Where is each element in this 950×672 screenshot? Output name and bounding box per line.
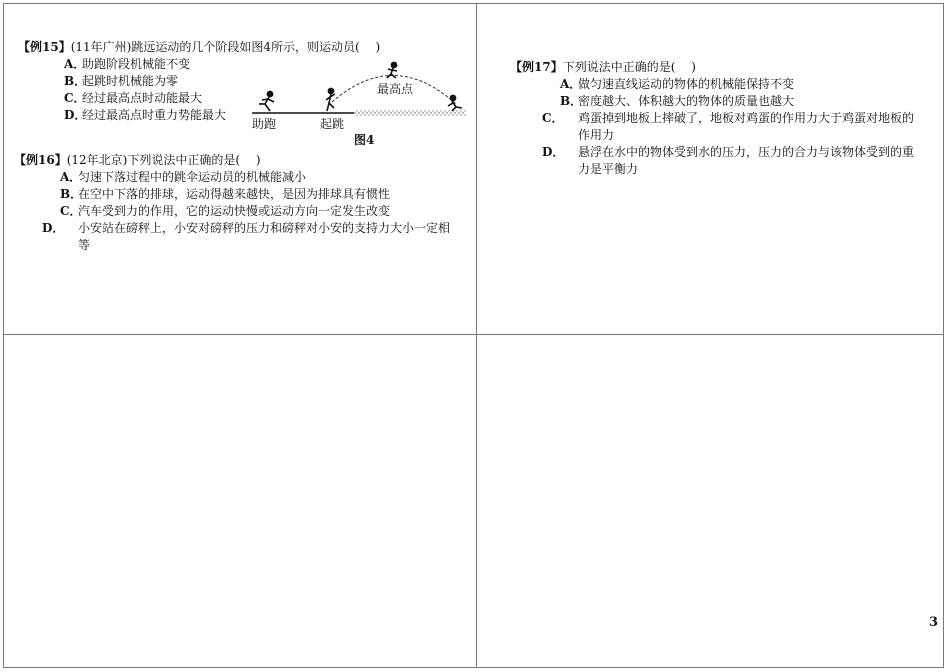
question-16-title [14, 152, 464, 169]
option-17-b: B．密度越大、体积越大的物体的质量也越大 [560, 94, 795, 108]
label-run: 助跑 [252, 117, 277, 131]
option-15-a: A．助跑阶段机械能不变 [64, 57, 191, 71]
option-17-a: A．做匀速直线运动的物体的机械能保持不变 [560, 77, 795, 91]
option-15-b: B．起跳时机械能为零 [64, 74, 179, 88]
label-top: 最高点 [377, 82, 414, 96]
sand-pit [354, 110, 466, 116]
question-15-stem: (11年广州)跳远运动的几个阶段如图4所示，则运动员( ) [70, 40, 381, 54]
long-jump-figure [246, 60, 472, 150]
figure-caption: 图4 [354, 133, 375, 147]
question-17-stem: 下列说法中正确的是( ) [562, 60, 696, 74]
label-jump: 起跳 [320, 117, 345, 131]
option-16-c: C．汽车受到力的作用，它的运动快慢或运动方向一定发生改变 [60, 204, 391, 218]
jumper-figure [326, 88, 335, 111]
question-16-stem: (12年北京)下列说法中正确的是( ) [66, 153, 261, 167]
question-15-tag: 【例15】 [18, 40, 71, 54]
option-15-d: D．经过最高点时重力势能最大 [64, 108, 227, 122]
option-15-c: C．经过最高点时动能最大 [64, 91, 203, 105]
question-17-title [510, 59, 930, 76]
question-15-title [18, 39, 458, 56]
page-number: 3 [928, 615, 938, 630]
vertical-divider [476, 3, 477, 668]
option-16-a: A．匀速下落过程中的跳伞运动员的机械能减小 [60, 170, 307, 184]
question-16 [14, 152, 464, 254]
option-16-d: D． 小安站在磅秤上，小安对磅秤的压力和磅秤对小安的支持力大小一定相等 [42, 221, 451, 252]
runner-figure [259, 91, 274, 111]
question-17-tag: 【例17】 [510, 60, 563, 74]
option-17-d: D． 悬浮在水中的物体受到水的压力，压力的合力与该物体受到的重力是平衡力 [542, 145, 915, 176]
horizontal-divider [3, 334, 944, 335]
question-16-tag: 【例16】 [14, 153, 67, 167]
option-16-b: B．在空中下落的排球，运动得越来越快，是因为排球具有惯性 [60, 187, 391, 201]
question-17 [510, 59, 930, 178]
option-17-c: C． 鸡蛋掉到地板上摔破了，地板对鸡蛋的作用力大于鸡蛋对地板的作用力 [542, 111, 915, 142]
